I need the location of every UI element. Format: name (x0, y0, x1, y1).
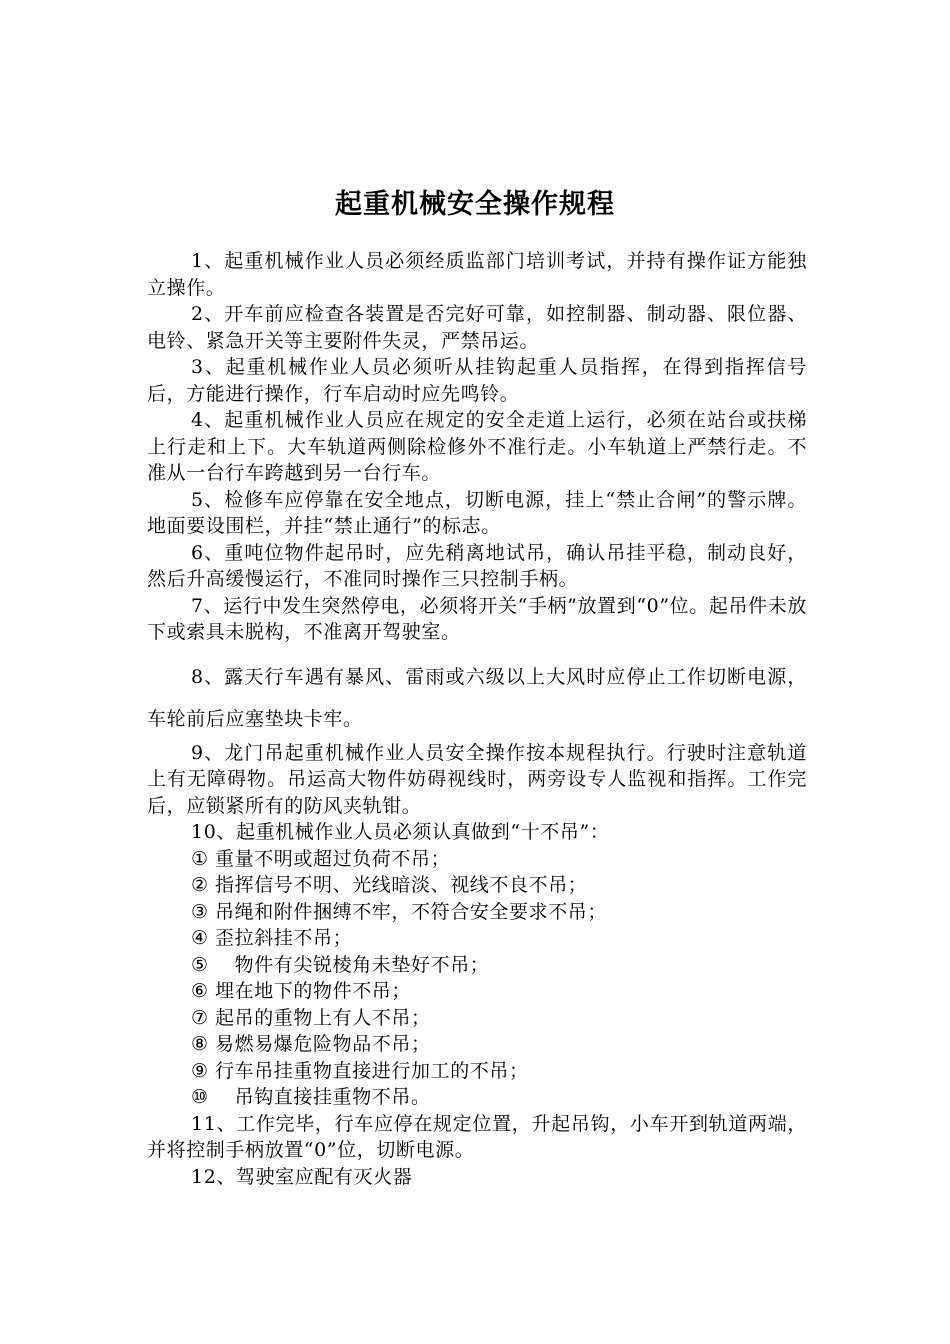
list-item (147, 925, 807, 952)
list-text: 指挥信号不明、光线暗淡、视线不良不吊； (215, 874, 588, 896)
paragraph-3: 3、起重机械作业人员必须听从挂钩起重人员指挥，在得到指挥信号后，方能进行操作，行车启动时应先鸣铃。 (147, 356, 807, 405)
list-text: 行车吊挂重物直接进行加工的不吊； (215, 1059, 529, 1082)
paragraph-9: 9、龙门吊起重机械作业人员安全操作按本规程执行。行驶时注意轨道上有无障碍物。吊运高大物件妨碍视线时，两旁设专人监视和指挥。工作完后，应锁紧所有的防风夹轨钳。 (147, 741, 807, 817)
paragraph-7: 7、运行中发生突然停电，必须将开关“手柄”放置到“0”位。起吊件未放下或索具未脱构，不准离开驾驶室。 (147, 594, 807, 643)
list-item (147, 952, 807, 979)
list-number: ① (191, 847, 209, 870)
list-item (147, 978, 807, 1005)
list-number: ④ (191, 927, 209, 949)
ten-rules-list (147, 846, 807, 1111)
paragraph-1: 1、起重机械作业人员必须经质监部门培训考试，并持有操作证方能独立操作。 (147, 250, 807, 299)
list-item (147, 1005, 807, 1032)
list-text: 歪拉斜挂不吊； (215, 927, 353, 949)
document-title: 起重机械安全操作规程 (335, 189, 615, 220)
paragraph-8: 8、露天行车遇有暴风、雷雨或六级以上大风时应停止工作切断电源，车轮前后应塞垫块卡牢。 (147, 665, 807, 730)
paragraph-10: 10、起重机械作业人员必须认真做到“十不吊”： (191, 821, 610, 843)
list-text: 起吊的重物上有人不吊； (215, 1006, 431, 1029)
list-number: ⑥ (191, 980, 209, 1002)
list-text: 吊绳和附件捆缚不牢，不符合安全要求不吊； (215, 900, 608, 923)
paragraph-2: 2、开车前应检查各装置是否完好可靠，如控制器、制动器、限位器、电铃、紧急开关等主要附件失灵，严禁吊运。 (147, 303, 807, 352)
list-text: 重量不明或超过负荷不吊； (215, 847, 451, 870)
list-text: 埋在地下的物件不吊； (215, 980, 412, 1002)
paragraph-6: 6、重吨位物件起吊时，应先稍离地试吊，确认吊挂平稳，制动良好，然后升高缓慢运行，不准同时操作三只控制手柄。 (147, 541, 807, 590)
list-text: 吊钩直接挂重物不吊。 (215, 1086, 431, 1108)
list-number: ⑩ (191, 1086, 209, 1108)
list-number: ⑤ (191, 953, 209, 976)
paragraph-11: 11、工作完毕，行车应停在规定位置，升起吊钩，小车开到轨道两端，并将控制手柄放置“0”位，切断电源。 (147, 1112, 807, 1161)
list-number: ② (191, 874, 209, 896)
list-item (147, 1058, 807, 1085)
list-item (147, 899, 807, 926)
document-body (147, 248, 807, 1190)
list-number: ③ (191, 900, 209, 923)
list-item (147, 846, 807, 873)
list-item (147, 1031, 807, 1058)
paragraph-4: 4、起重机械作业人员应在规定的安全走道上运行，必须在站台或扶梯上行走和上下。大车轨道两侧除检修外不准行走。小车轨道上严禁行走。不准从一台行车跨越到另一台行车。 (147, 409, 807, 484)
list-item (147, 872, 807, 899)
list-number: ⑧ (191, 1033, 209, 1055)
list-item (147, 1084, 807, 1111)
paragraph-5: 5、检修车应停靠在安全地点，切断电源，挂上“禁止合闸”的警示牌。地面要设围栏，并挂“禁止通行”的标志。 (147, 488, 807, 537)
list-text: 易燃易爆危险物品不吊； (215, 1033, 431, 1055)
paragraph-12: 12、驾驶室应配有灭火器 (191, 1165, 413, 1188)
list-number: ⑦ (191, 1006, 209, 1029)
list-text: 物件有尖锐棱角未垫好不吊； (215, 953, 490, 976)
list-number: ⑨ (191, 1059, 209, 1082)
